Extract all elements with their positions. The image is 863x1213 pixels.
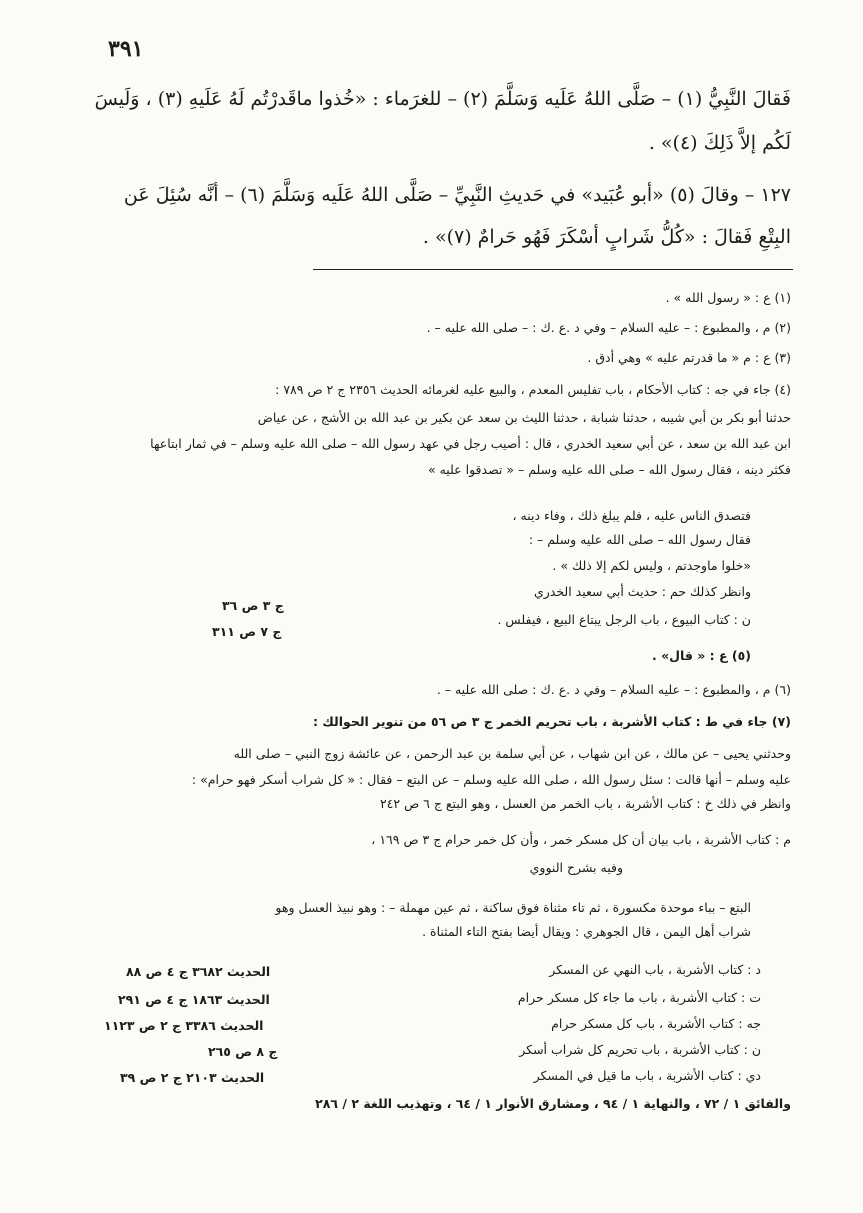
footnote-line: د : كتاب الأشربة ، باب النهي عن المسكر [549,962,761,977]
ref-number: ج ٣ ص ٣٦ [222,598,284,613]
footnote-line: (٢) م ، والمطبوع : – عليه السلام – وفي د .ع .ك : – صلى الله عليه – . [426,320,791,335]
footnote-line: ن : كتاب الأشربة ، باب تحريم كل شراب أسكر [519,1042,761,1057]
page-number: ٣٩١ [108,36,144,62]
ref-number: الحديث ٣٦٨٢ ج ٤ ص ٨٨ [126,964,271,979]
footnote-line: شراب أهل اليمن ، قال الجوهري : ويقال أيضا بفتح التاء المثناة . [422,924,751,939]
footnote-line: ابن عبد الله بن سعد ، عن أبي سعيد الخدري ، قال : أصيب رجل في عهد رسول الله – صلى الله عليه وسلم – في ثمار ابتاعها [150,436,791,451]
ref-number: الحديث ٣٣٨٦ ج ٢ ص ١١٢٣ [104,1018,264,1033]
footnote-line: دي : كتاب الأشربة ، باب ما قيل في المسكر [533,1068,761,1083]
footnote-line: (٤) جاء في جه : كتاب الأحكام ، باب تفليس المعدم ، والبيع عليه لغرمائه الحديث ٢٣٥٦ ج ٢ ص ٧٨٩ : [275,382,791,397]
ref-number: الحديث ١٨٦٣ ج ٤ ص ٢٩١ [118,992,270,1007]
footnote-line: فتصدق الناس عليه ، فلم يبلغ ذلك ، وفاء دينه ، [512,508,751,523]
footnote-line: (٧) جاء في ط : كتاب الأشربة ، باب تحريم الخمر ج ٣ ص ٥٦ من تنوير الحوالك : [313,714,791,729]
footnote-line: والفائق ١ / ٧٢ ، والنهاية ١ / ٩٤ ، ومشارق الأنوار ١ / ٦٤ ، وتهذيب اللغة ٢ / ٢٨٦ [315,1096,791,1111]
entry-127-line: ١٢٧ – وقالَ (٥) «أبو عُبَيد» في حَديثِ النَّبِيِّ – صَلَّى اللهُ عَلَيه وَسَلَّمَ (٦) – أنَّه سُئِلَ عَن [123,184,791,206]
footnote-line: (١) ع : « رسول الله » . [665,290,791,305]
footnote-line: (٣) ع : م « ما قدرتم عليه » وهي أدق . [587,350,791,365]
footnote-line: البتع – بباء موحدة مكسورة ، ثم تاء مثناة فوق ساكنة ، ثم عين مهملة – : وهو نبيذ العسل وهو [275,900,751,915]
footnote-line: م : كتاب الأشربة ، باب بيان أن كل مسكر خمر ، وأن كل خمر حرام ج ٣ ص ١٦٩ ، [371,832,791,847]
footnote-line: (٥) ع : « قال» . [652,648,751,663]
footnote-line: فقال رسول الله – صلى الله عليه وسلم – : [528,532,751,547]
footnote-line: وانظر في ذلك خ : كتاب الأشربة ، باب الخمر من العسل ، وهو البتع ج ٦ ص ٢٤٢ [379,796,791,811]
footnote-line: وحدثني يحيى – عن مالك ، عن ابن شهاب ، عن أبي سلمة بن عبد الرحمن ، عن عائشة زوج النبي – صلى الله [233,746,791,761]
ref-number: ج ٧ ص ٣١١ [212,624,282,639]
footnote-line: عليه وسلم – أنها قالت : سئل رسول الله ، صلى الله عليه وسلم – عن البتع – فقال : « كل شراب أسكر فهو حرام» : [191,772,791,787]
main-text-line: فَقالَ النَّبِيُّ (١) – صَلَّى اللهُ عَلَيه وَسَلَّمَ (٢) – للغرَماء : «خُذوا ماقَدرْتُم لَهُ عَلَيهِ (٣) ، وَلَيسَ [94,88,791,110]
footnote-line: جه : كتاب الأشربة ، باب كل مسكر حرام [551,1016,761,1031]
ref-number: ج ٨ ص ٢٦٥ [208,1044,278,1059]
ref-number: الحديث ٢١٠٣ ج ٢ ص ٣٩ [120,1070,265,1085]
footnote-line: ن : كتاب البيوع ، باب الرجل يبتاع البيع ، فيفلس . [497,612,751,627]
footnote-line: (٦) م ، والمطبوع : – عليه السلام – وفي د .ع .ك : صلى الله عليه – . [436,682,791,697]
main-text-line: لَكُم إلاَّ ذَلِكَ (٤)» . [648,132,791,154]
footnote-line: فكثر دينه ، فقال رسول الله – صلى الله عليه وسلم – « تصدقوا عليه » [427,462,791,477]
footnote-line: وفيه بشرح النووي [529,860,623,875]
footnote-line: وانظر كذلك حم : حديث أبي سعيد الخدري [533,584,751,599]
footnote-line: حدثنا أبو بكر بن أبي شيبه ، حدثنا شبابة ، حدثنا الليث بن سعد عن بكير بن عبد الله بن الأشج ، عن عياض [257,410,791,425]
footnote-divider [313,269,793,270]
footnote-line: «خلوا ماوجدتم ، وليس لكم إلا ذلك » . [552,558,751,573]
main-text-line: البِتْعِ فَقالَ : «كُلُّ شَرابٍ أسْكَرَ فَهُو حَرامٌ (٧)» . [422,226,791,248]
footnote-line: ت : كتاب الأشربة ، باب ما جاء كل مسكر حرام [517,990,761,1005]
